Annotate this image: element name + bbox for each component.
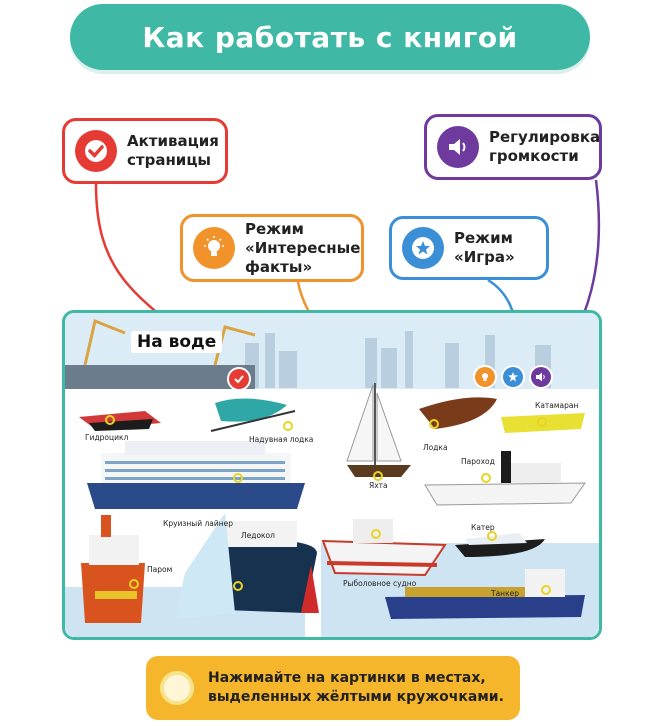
- yellow-circle-icon: [160, 671, 194, 705]
- hotspot-cruise-liner[interactable]: [233, 473, 243, 483]
- volume-button[interactable]: [531, 367, 551, 387]
- vehicle-label-fishing-vessel: Рыболовное судно: [343, 579, 417, 588]
- vehicle-label-icebreaker: Ледокол: [241, 531, 275, 540]
- callout-facts: [180, 214, 364, 282]
- callout-game: [389, 216, 549, 280]
- lightbulb-icon: [193, 227, 235, 269]
- page-title: Как работать с книгой: [142, 20, 518, 54]
- page-activation-button[interactable]: [229, 369, 249, 389]
- hotspot-yacht[interactable]: [373, 471, 383, 481]
- vehicle-label-motorboat: Катер: [471, 523, 495, 532]
- hotspot-tanker[interactable]: [541, 585, 551, 595]
- vehicle-label-yacht: Яхта: [369, 481, 388, 490]
- vehicle-label-catamaran: Катамаран: [535, 401, 579, 410]
- hotspot-steamship[interactable]: [481, 473, 491, 483]
- hotspot-ferry[interactable]: [129, 579, 139, 589]
- book-spread: [62, 310, 602, 640]
- vehicle-label-ferry: Паром: [147, 565, 173, 574]
- hotspot-motorboat[interactable]: [487, 531, 497, 541]
- vehicle-label-boat: Лодка: [423, 443, 448, 452]
- hotspot-jetski[interactable]: [105, 415, 115, 425]
- vehicle-label-jetski: Гидроцикл: [85, 433, 129, 442]
- hotspot-fishing-vessel[interactable]: [371, 529, 381, 539]
- hotspot-dinghy[interactable]: [283, 421, 293, 431]
- star-icon: [507, 371, 519, 383]
- speaker-icon: [535, 371, 547, 383]
- callout-activation: [62, 118, 228, 184]
- lightbulb-icon: [479, 371, 491, 383]
- footer-tip-text: Нажимайте на картинки в местах, выделенных жёлтыми кружочками.: [208, 670, 504, 705]
- vehicle-label-cruise-liner: Круизный лайнер: [163, 519, 234, 528]
- checkmark-icon: [75, 130, 117, 172]
- vehicle-label-dinghy: Надувная лодка: [249, 435, 314, 444]
- hotspot-catamaran[interactable]: [537, 417, 547, 427]
- hotspot-icebreaker[interactable]: [233, 581, 243, 591]
- footer-tip: [146, 656, 520, 720]
- hotspot-boat[interactable]: [429, 419, 439, 429]
- facts-mode-button[interactable]: [475, 367, 495, 387]
- speaker-icon: [437, 126, 479, 168]
- game-mode-button[interactable]: [503, 367, 523, 387]
- callout-facts-label: Режим «Интересные факты»: [245, 219, 361, 276]
- callout-volume: [424, 114, 602, 180]
- book-page-title: На воде: [131, 331, 222, 353]
- callout-activation-label: Активация страницы: [127, 132, 219, 169]
- checkmark-icon: [233, 373, 245, 385]
- vehicle-label-tanker: Танкер: [491, 589, 519, 598]
- vehicle-label-steamship: Пароход: [461, 457, 495, 466]
- callout-game-label: Режим «Игра»: [454, 229, 515, 266]
- star-icon: [402, 227, 444, 269]
- callout-volume-label: Регулировка громкости: [489, 128, 601, 165]
- header-banner: [70, 4, 590, 70]
